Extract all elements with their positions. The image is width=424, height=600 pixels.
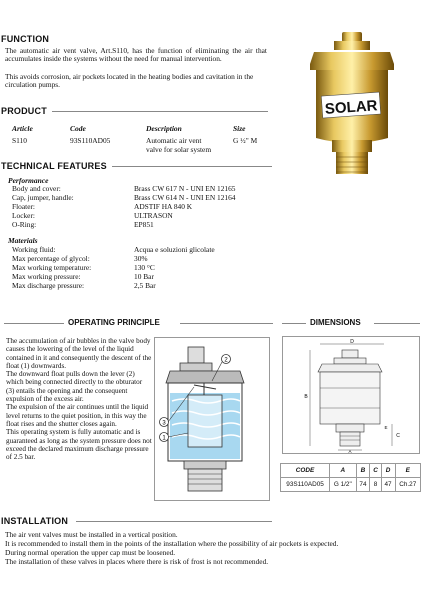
perf-value-0: Brass CW 617 N - UNI EN 12165 [134, 184, 236, 193]
mat-label-3: Max working pressure: [12, 272, 81, 281]
perf-value-4: EP851 [134, 220, 154, 229]
perf-value-1: Brass CW 614 N - UNI EN 12164 [134, 193, 236, 202]
dim-label-c: C [396, 433, 400, 439]
dim-cell-a: G 1/2" [330, 478, 356, 492]
perf-label-3: Locker: [12, 211, 35, 220]
operating-diagram [154, 337, 270, 501]
table-row [281, 478, 421, 492]
technical-heading: TECHNICAL FEATURES [1, 161, 107, 171]
product-size-value: G ½" M [233, 136, 258, 145]
mat-label-2: Max working temperature: [12, 263, 92, 272]
function-paragraph-1: The automatic air vent valve, Art.S110, has the function of eliminating the air that accumulates inside the systems without the need for manual intervention. [5, 46, 267, 64]
product-article-value: S110 [12, 136, 27, 145]
product-col-article: Article [12, 124, 33, 133]
product-code-value: 93S110AD05 [70, 136, 111, 145]
perf-label-2: Floater: [12, 202, 35, 211]
dim-cell-e: Ch.27 [395, 478, 420, 492]
perf-value-3: ULTRASON [134, 211, 173, 220]
mat-value-4: 2,5 Bar [134, 281, 156, 290]
dimensions-drawing [282, 336, 420, 454]
mat-value-0: Acqua e soluzioni glicolate [134, 245, 215, 254]
dim-cell-b: 74 [356, 478, 370, 492]
dimensions-rule-left [282, 323, 306, 324]
dimensions-table-header [281, 464, 421, 478]
dim-col-d: D [381, 464, 395, 478]
product-col-code: Code [70, 124, 86, 133]
dim-col-b: B [356, 464, 370, 478]
mat-value-2: 130 °C [134, 263, 155, 272]
dim-col-code: CODE [281, 464, 330, 478]
callout-3: 3 [162, 420, 166, 427]
dim-cell-d: 47 [381, 478, 395, 492]
installation-heading: INSTALLATION [1, 516, 69, 526]
callout-2: 2 [224, 357, 228, 364]
dimensions-rule-right [374, 323, 420, 324]
dimensions-table [280, 463, 421, 492]
mat-label-1: Max percentage of glycol: [12, 254, 90, 263]
operating-heading: OPERATING PRINCIPLE [68, 318, 160, 327]
callout-1: 1 [162, 435, 166, 442]
operating-text: The accumulation of air bubbles in the valve body causes the lowering of the level of the liquid contained in it and consequently the descent of the float (1) downwards. The downward float pulls down the lever (2) which being connected directly to the obturator (3) entails the opening and the consequent expulsion of the excess air. The expulsion of the air continues until the liquid level returns to the quiet position, in this way the float rises and the shutter closes again. This operating system is fully automatic and is guaranteed as long as the system pressure does not exceed the declared maximum discharge pressure of 2.5 bar. [6, 337, 152, 462]
materials-title: Materials [8, 236, 38, 245]
product-description-line1: Automatic air vent [146, 136, 202, 145]
perf-label-1: Cap, jumper, handle: [12, 193, 74, 202]
product-heading: PRODUCT [1, 106, 47, 116]
operating-rule-left [4, 323, 64, 324]
product-col-description: Description [146, 124, 182, 133]
perf-label-0: Body and cover: [12, 184, 61, 193]
dim-col-c: C [370, 464, 381, 478]
product-description-line2: valve for solar system [146, 145, 212, 154]
product-heading-rule [52, 111, 268, 112]
dimensions-heading: DIMENSIONS [310, 318, 361, 327]
function-paragraph-2: This avoids corrosion, air pockets located in the heating bodies and cavitation in the circulation pumps. [5, 72, 254, 90]
operating-rule-right [180, 323, 273, 324]
dim-cell-code: 93S110AD05 [281, 478, 330, 492]
mat-value-3: 10 Bar [134, 272, 154, 281]
dim-cell-c: 8 [370, 478, 381, 492]
product-col-size: Size [233, 124, 246, 133]
mat-label-0: Working fluid: [12, 245, 56, 254]
dim-col-a: A [330, 464, 356, 478]
installation-line-1: It is recommended to install them in the points of the installation where the possibility of air pockets is expected. [5, 539, 339, 548]
function-heading: FUNCTION [1, 34, 50, 44]
dim-label-b: B [304, 394, 308, 400]
valve-product-photo [302, 28, 402, 180]
installation-line-2: During normal operation the upper cap must be loosened. [5, 548, 176, 557]
dim-label-e: E [384, 425, 388, 430]
dim-col-e: E [395, 464, 420, 478]
performance-title: Performance [8, 176, 49, 185]
installation-line-0: The air vent valves must be installed in a vertical position. [5, 530, 178, 539]
mat-value-1: 30% [134, 254, 148, 263]
mat-label-4: Max discharge pressure: [12, 281, 85, 290]
valve-brand-label: SOLAR [324, 97, 378, 118]
perf-label-4: O-Ring: [12, 220, 37, 229]
dim-label-a: A [348, 449, 352, 454]
perf-value-2: ADSTIF HA 840 K [134, 202, 193, 211]
technical-heading-rule [112, 166, 272, 167]
dim-label-d: D [350, 339, 354, 345]
installation-heading-rule [76, 521, 272, 522]
installation-line-3: The installation of these valves in places where there is risk of frost is not recommended. [5, 557, 269, 566]
